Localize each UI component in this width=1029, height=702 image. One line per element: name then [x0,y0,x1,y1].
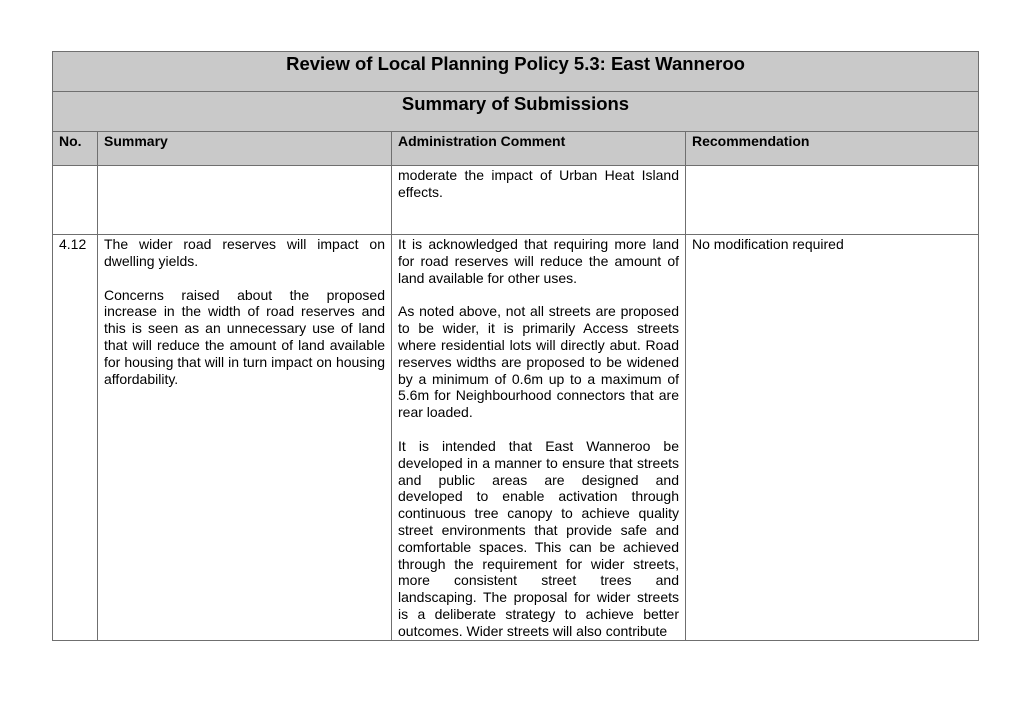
column-header-summary: Summary [98,132,392,166]
page-subtitle: Summary of Submissions [53,92,979,132]
submissions-table [52,51,979,641]
page-title: Review of Local Planning Policy 5.3: East Wanneroo [53,52,979,92]
column-header-comment: Administration Comment [392,132,686,166]
summary-cell [98,166,392,235]
recommendation-cell [686,166,979,235]
comment-paragraph: It is acknowledged that requiring more land for road reserves will reduce the amount of land available for other uses. [398,236,679,286]
recommendation-cell: No modification required [686,235,979,641]
summary-cell [98,235,392,641]
column-header-recommendation: Recommendation [686,132,979,166]
table-row [53,235,979,641]
row-number-cell [53,166,98,235]
summary-paragraph: Concerns raised about the proposed increase in the width of road reserves and this is seen as an unnecessary use of land that will reduce the amount of land available for housing that will in turn impact on housing affordability. [104,286,385,387]
comment-paragraph: As noted above, not all streets are proposed to be wider, it is primarily Access streets where residential lots will directly abut. Road reserves widths are proposed to be widened by a minimum of 0.6m up to a maximum of 5.6m for Neighbourhood connectors that are rear loaded. [398,303,679,421]
row-number-cell: 4.12 [53,235,98,641]
comment-paragraph: It is intended that East Wanneroo be developed in a manner to ensure that streets and public areas are designed and developed to enable activation through continuous tree canopy to achieve quality street environments that provide safe and comfortable spaces. This can be achieved through the requirement for wider streets, more consistent street trees and landscaping. The proposal for wider streets is a deliberate strategy to achieve better outcomes. Wider streets will also contribute [398,437,679,639]
column-header-no: No. [53,132,98,166]
table-row [53,166,979,235]
comment-paragraph: moderate the impact of Urban Heat Island effects. [398,167,679,200]
comment-cell [392,235,686,641]
comment-cell [392,166,686,235]
summary-paragraph: The wider road reserves will impact on dwelling yields. [104,236,385,269]
